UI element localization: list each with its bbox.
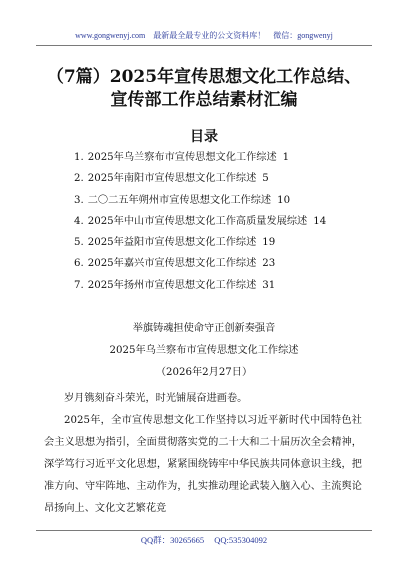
article-paragraph: 岁月镌刻奋斗荣光，时光铺展奋进画卷。 bbox=[64, 393, 248, 404]
toc-item-page: 23 bbox=[262, 258, 276, 270]
article-subtitle: 举旗铸魂担使命守正创新奏强音 bbox=[132, 323, 276, 334]
article bbox=[0, 322, 408, 542]
toc-item[interactable] bbox=[74, 236, 394, 257]
page-footer bbox=[0, 534, 408, 546]
title-line-2: 宣传部工作总结素材汇编 bbox=[110, 90, 298, 110]
toc-item-number: 6. bbox=[74, 258, 84, 270]
footer-qq-group: QQ群：30265665 bbox=[140, 535, 205, 545]
header-wechat: 微信：gongwenyj bbox=[273, 31, 333, 40]
document-title bbox=[0, 66, 408, 112]
toc-item[interactable] bbox=[74, 279, 394, 300]
toc-item-number: 3. bbox=[74, 194, 84, 206]
toc-item-text: 2025年中山市宣传思想文化工作高质量发展综述 bbox=[87, 215, 308, 227]
toc-item-number: 2. bbox=[74, 173, 84, 185]
header-divider bbox=[36, 45, 372, 46]
toc-item-page: 5 bbox=[262, 173, 269, 185]
toc-item-text: 2025年扬州市宣传思想文化工作综述 bbox=[87, 279, 257, 291]
article-title: 2025年乌兰察布市宣传思想文化工作综述 bbox=[109, 345, 299, 356]
toc-item-number: 7. bbox=[74, 279, 84, 291]
toc-item-page: 31 bbox=[262, 279, 276, 291]
title-line-1: （7篇）2025年宣传思想文化工作总结、 bbox=[46, 67, 362, 87]
toc-heading: 目录 bbox=[190, 129, 218, 145]
toc-item-text: 2025年嘉兴市宣传思想文化工作综述 bbox=[87, 258, 257, 270]
toc-item-page: 19 bbox=[262, 237, 276, 249]
toc-item-text: 二〇二五年朔州市宣传思想文化工作综述 bbox=[87, 194, 272, 206]
footer-divider bbox=[36, 530, 372, 531]
toc-item-number: 5. bbox=[74, 237, 84, 249]
toc-item-text: 2025年乌兰察布市宣传思想文化工作综述 bbox=[87, 152, 277, 163]
page-header bbox=[0, 31, 408, 41]
table-of-contents bbox=[74, 151, 394, 300]
toc-item-page: 10 bbox=[277, 194, 291, 206]
header-slogan: 最新最全最专业的公文资料库！ bbox=[153, 31, 266, 40]
footer-qq: QQ:535304092 bbox=[214, 535, 268, 545]
toc-item[interactable] bbox=[74, 194, 394, 215]
toc-item-number: 4. bbox=[74, 215, 84, 227]
header-website[interactable]: www.gongwenyj.com bbox=[75, 31, 146, 40]
article-paragraph: 2025年，全市宣传思想文化工作坚持以习近平新时代中国特色社会主义思想为指引，全面贯彻落实党的二十大和二十届历次全会精神，深学笃行习近平文化思想，紧紧围绕铸牢中华民族共同体意识主线，把准方向、守牢阵地、主动作为，扎实推动理论武装入脑入心、主流舆论昂扬向上、文化文艺繁花竞 bbox=[44, 415, 362, 514]
toc-item[interactable] bbox=[74, 151, 394, 172]
article-date: （2026年2月27日） bbox=[155, 367, 253, 378]
toc-item-text: 2025年南阳市宣传思想文化工作综述 bbox=[87, 173, 257, 185]
toc-item-text: 2025年益阳市宣传思想文化工作综述 bbox=[87, 237, 257, 249]
toc-item-number: 1. bbox=[74, 152, 84, 163]
toc-item[interactable] bbox=[74, 257, 394, 278]
toc-item[interactable] bbox=[74, 172, 394, 193]
toc-item-page: 1 bbox=[282, 152, 290, 163]
toc-item[interactable] bbox=[74, 215, 394, 236]
toc-item-page: 14 bbox=[313, 215, 327, 227]
